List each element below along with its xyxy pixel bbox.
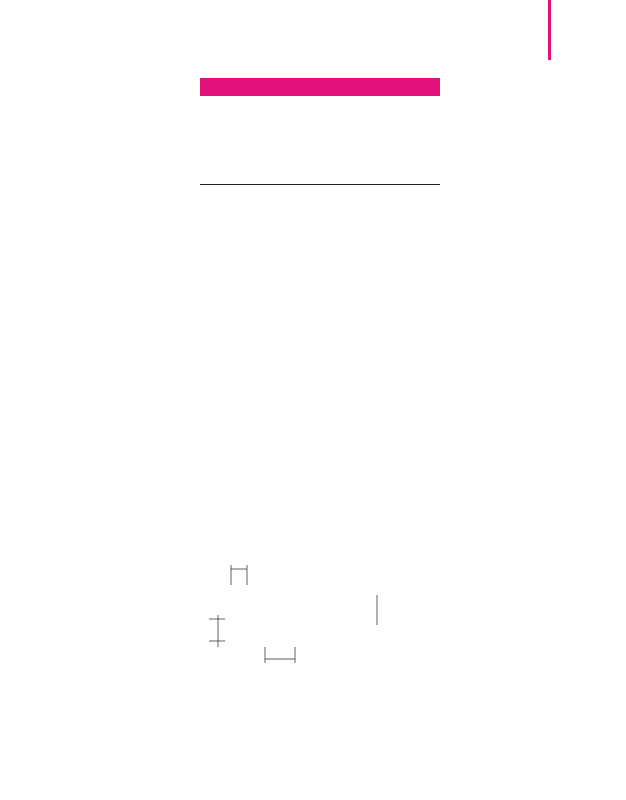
- timing-belt-table: [200, 78, 440, 100]
- roller-chain-figure: [195, 555, 415, 725]
- table-bottom-rule: [200, 184, 440, 185]
- table-header-row: [200, 78, 440, 96]
- dimension-lines: [209, 565, 377, 663]
- header-accent-rule: [548, 0, 551, 60]
